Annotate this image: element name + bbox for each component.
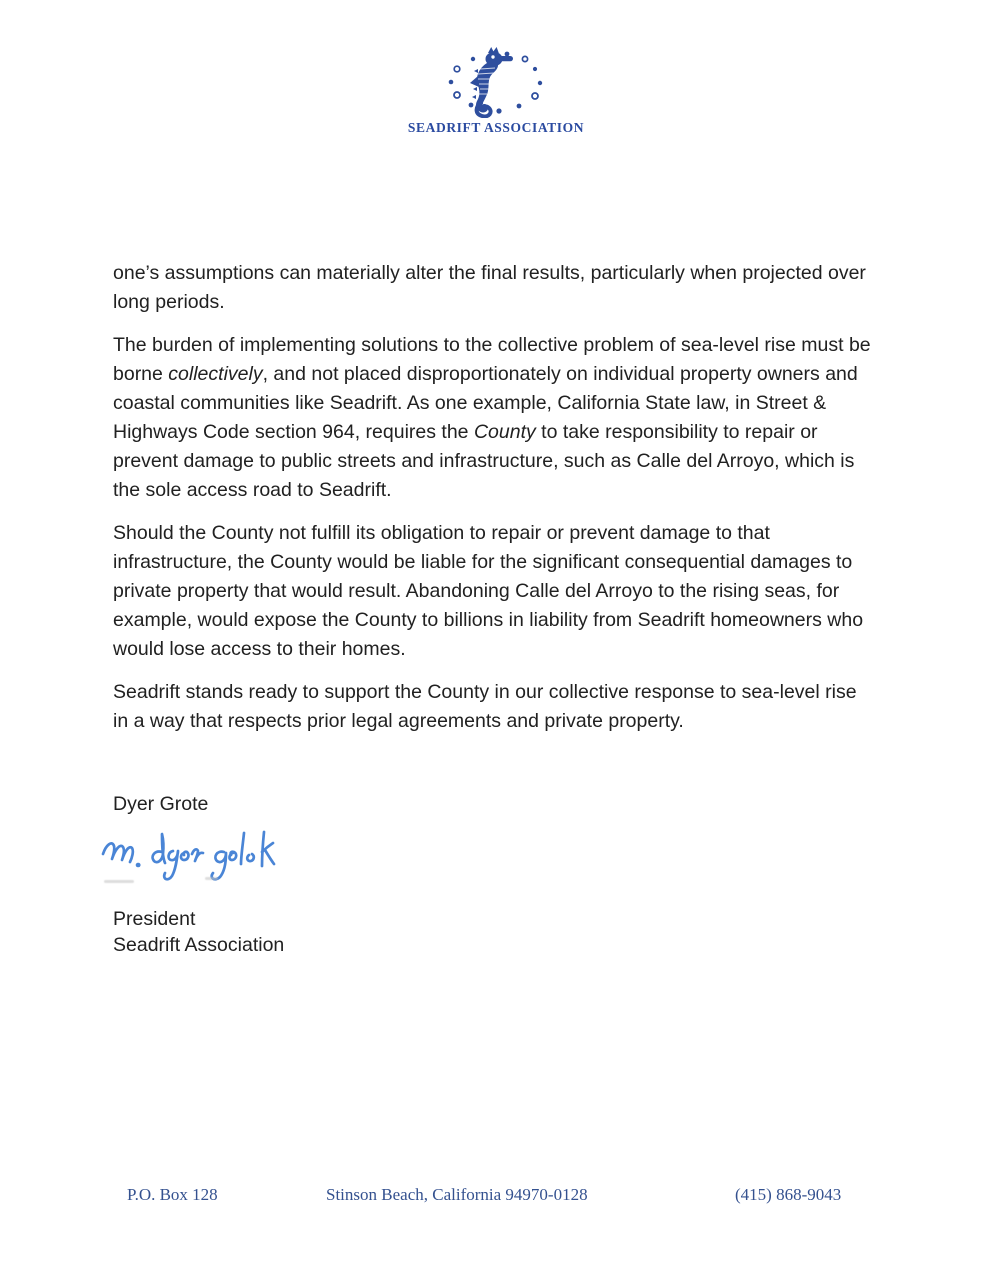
- paragraph: The burden of implementing solutions to the collective problem of sea-level rise must be borne collectively, and not placed disproportionately on individual property owners and coastal communities like Seadrift. As one example, California State law, in Street & Highways Code section 964, requires the County to take responsibility to repair or prevent damage to public streets and infrastructure, such as Calle del Arroyo, which is the sole access road to Seadrift.: [113, 334, 871, 501]
- signer-block: [113, 906, 284, 958]
- scan-artifact: [104, 880, 134, 883]
- footer-phone: (415) 868-9043: [735, 1185, 842, 1204]
- footer-address: Stinson Beach, California 94970-0128: [326, 1185, 588, 1204]
- signer-name: Dyer Grote: [113, 793, 209, 815]
- paragraph: Seadrift stands ready to support the County in our collective response to sea-level rise in a way that respects prior legal agreements and private property.: [113, 681, 857, 732]
- letter-body: [113, 259, 888, 750]
- seahorse-icon: [470, 47, 513, 116]
- paragraph: one’s assumptions can materially alter the final results, particularly when projected over long periods.: [113, 262, 866, 313]
- scan-artifact: [205, 877, 218, 880]
- seahorse-logo-icon: [431, 46, 561, 118]
- signer-org: Seadrift Association: [113, 934, 285, 956]
- paragraph: Should the County not fulfill its obligation to repair or prevent damage to that infrastructure, the County would be liable for the significant consequential damages to private property that would result. Abandoning Calle del Arroyo to the rising seas, for example, would expose the County to billions in liability from Seadrift homeowners who would lose access to their homes.: [113, 522, 864, 660]
- org-name: SEADRIFT ASSOCIATION: [407, 120, 585, 135]
- footer-pobox: P.O. Box 128: [127, 1185, 218, 1204]
- signer-title: President: [113, 908, 196, 930]
- signature-ink-image: [99, 824, 297, 888]
- seadrift-logo: [431, 46, 561, 118]
